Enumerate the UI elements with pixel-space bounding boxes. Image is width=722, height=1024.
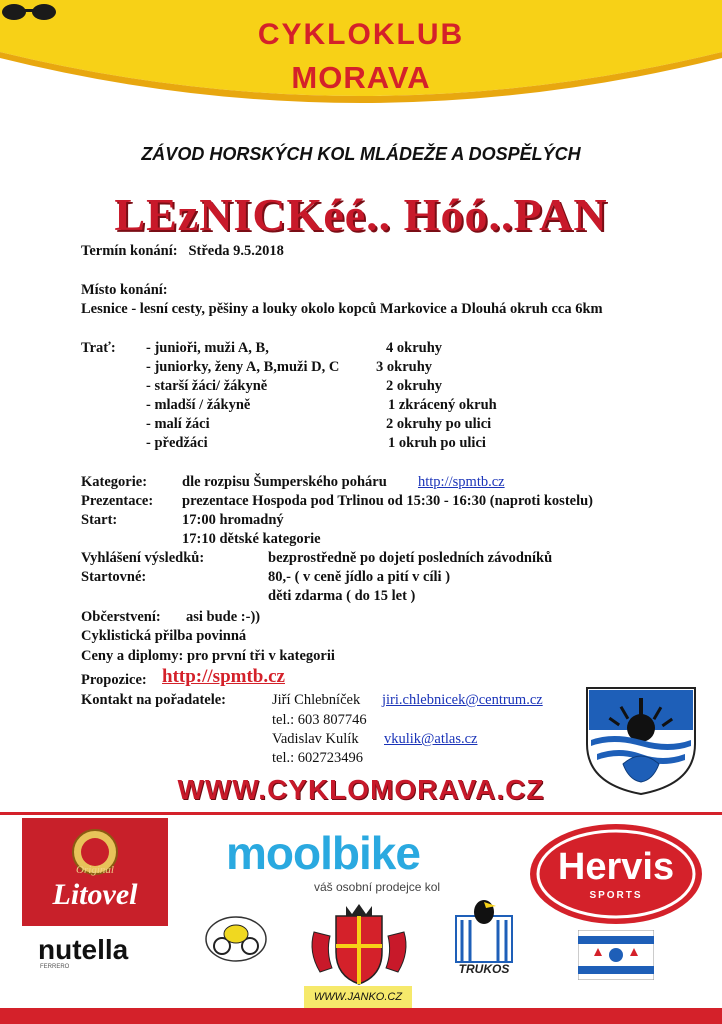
club-header — [0, 0, 722, 130]
kontakt-label: Kontakt na pořadatele: — [81, 692, 226, 708]
trat-category: - mladší / žákyně — [146, 397, 251, 413]
contact-name: Jiří Chlebníček — [272, 692, 361, 708]
bottom-bar — [0, 1008, 722, 1024]
glasses-icon — [0, 0, 60, 22]
contact-name: Vadislav Kulík — [272, 731, 359, 747]
hervis-name: Hervis — [557, 846, 675, 888]
janko-website[interactable]: WWW.JANKO.CZ — [304, 986, 412, 1008]
prilba-note: Cyklistická přilba povinná — [81, 628, 247, 644]
startovne-label: Startovné: — [81, 569, 147, 585]
obcerstveni-label: Občerstvení: — [81, 609, 161, 625]
club-name-line2: MORAVA — [291, 60, 431, 95]
hervis-sub: SPORTS — [589, 890, 643, 901]
contact-email[interactable]: vkulik@atlas.cz — [384, 731, 478, 747]
startovne-line1: 80,- ( v ceně jídlo a pití v cíli ) — [268, 569, 451, 585]
website-banner[interactable]: WWW.CYKLOMORAVA.CZ — [177, 774, 545, 805]
moolbike-name: moolbike — [226, 827, 420, 879]
trat-laps: 1 okruh po ulici — [388, 435, 486, 451]
trat-label: Trať: — [81, 340, 116, 356]
nutella-name: nutella — [38, 934, 129, 965]
nutella-logo — [38, 934, 158, 974]
contact-email[interactable]: jiri.chlebnicek@centrum.cz — [382, 692, 543, 708]
trat-laps: 2 okruhy — [386, 378, 443, 394]
propozice-label: Propozice: — [81, 672, 147, 688]
prezentace-value: prezentace Hospoda pod Trlinou od 15:30 - 16:30 (naproti kostelu) — [182, 493, 593, 509]
event-subtitle: ZÁVOD HORSKÝCH KOL MLÁDEŽE A DOSPĚLÝCH — [141, 144, 581, 164]
misto-label: Místo konání: — [81, 282, 168, 298]
contact-phone: tel.: 603 807746 — [272, 712, 367, 728]
trat-laps: 3 okruhy — [376, 359, 433, 375]
litovel-name: Litovel — [52, 878, 138, 911]
trat-laps: 4 okruhy — [386, 340, 443, 356]
trat-category: - juniorky, ženy A, B,muži D, C — [146, 359, 340, 375]
moolbike-tagline: váš osobní prodejce kol — [314, 880, 441, 894]
termin-label: Termín konání: — [81, 243, 178, 259]
trat-category: - junioři, muži A, B, — [146, 340, 269, 356]
trat-category: - malí žáci — [146, 416, 210, 432]
kategorie-link[interactable]: http://spmtb.cz — [418, 474, 505, 490]
trat-laps: 2 okruhy po ulici — [386, 416, 492, 432]
propozice-link[interactable]: http://spmtb.cz — [162, 666, 285, 687]
trat-laps: 1 zkrácený okruh — [388, 397, 497, 413]
lions-crest-icon — [306, 902, 412, 986]
club-name-line1: CYKLOKLUB — [257, 18, 465, 51]
start-line2: 17:10 dětské kategorie — [182, 531, 321, 547]
event-title: LEzNICKéé.. Hóó..PAN — [114, 189, 608, 240]
kategorie-label: Kategorie: — [81, 474, 148, 490]
misto-value: Lesnice - lesní cesty, pěšiny a louky okolo kopců Markovice a Dlouhá okruh cca 6km — [81, 301, 603, 317]
start-label: Start: — [81, 512, 118, 528]
termin-value: Středa 9.5.2018 — [188, 243, 284, 259]
start-line1: 17:00 hromadný — [182, 512, 284, 528]
litovel-logo — [22, 818, 168, 926]
hervis-logo — [528, 822, 704, 926]
trat-category: - starší žáci/ žákyně — [146, 378, 268, 394]
trukos-bird-icon — [448, 896, 520, 964]
contact-phone: tel.: 602723496 — [272, 750, 364, 766]
litovel-original: Original — [76, 864, 114, 876]
vyhlaseni-value: bezprostředně po dojetí posledních závodníků — [268, 550, 553, 566]
moolbike-logo — [226, 828, 496, 898]
nutella-ferrero: FERRERO — [40, 964, 70, 970]
obcerstveni-value: asi bude :-)) — [186, 609, 261, 625]
trat-category: - předžáci — [146, 435, 208, 451]
ceny-note: Ceny a diplomy: pro první tři v kategorii — [81, 648, 335, 664]
vyhlaseni-label: Vyhlášení výsledků: — [81, 550, 205, 566]
kategorie-value: dle rozpisu Šumperského poháru — [182, 474, 387, 490]
trukos-logo — [448, 896, 520, 984]
lesnice-flag-icon — [578, 930, 654, 980]
termin-row — [81, 242, 284, 261]
startovne-line2: děti zdarma ( do 15 let ) — [268, 588, 416, 604]
prezentace-label: Prezentace: — [81, 493, 154, 509]
trukos-name: TRUKOS — [458, 962, 510, 976]
cyclist-icon — [204, 914, 268, 964]
